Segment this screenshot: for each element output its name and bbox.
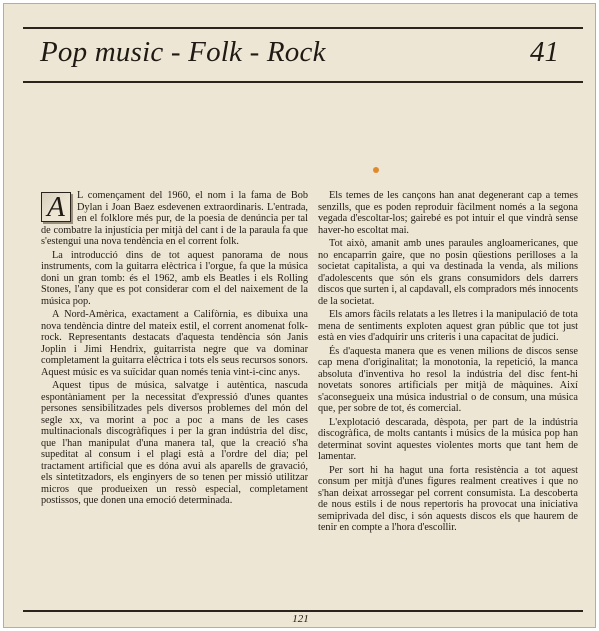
paragraph: Per sort hi ha hagut una forta resistència a tot aquest consum per mitjà d'unes figures realment creatives i que no s'han deixat arrossegar pel corrent consumista. La descoberta de nous estils i de nous repertoris ha provocat una iniciativa semiprivada del disc, i són aquests discos els que haurem de tenir en compte a l'hora d'escollir.: [318, 464, 578, 533]
right-column: [318, 190, 578, 536]
paragraph: A Nord-Amèrica, exactament a Califòrnia, es dibuixa una nova tendència dintre del mateix estil, el corrent anomenat folk-rock. Representants destacats d'aquesta tendència són Janis Joplin i Jimi Hendrix, guitarrista negre que va dominar completament la guitarra elèctrica i tots els seus recursos sonors. Aquest músic es va suïcidar quan només tenia vint-i-cinc anys.: [41, 309, 308, 378]
paragraph: Els temes de les cançons han anat degenerant cap a temes senzills, que es poden reproduir fàcilment només a la segona vegada d'escoltar-los; gairebé es pot intuir el que vindrà sense haver-ho escoltat mai.: [318, 190, 578, 236]
header-top-rule: [23, 27, 583, 29]
paragraph: [41, 190, 308, 248]
paragraph-text: L començament del 1960, el nom i la fama de Bob Dylan i Joan Baez esdevenen extraordinaris. L'entrada, en el folklore més pur, de la poesia de denúncia per tal de combatre la injustícia per mitjà del cant i de la paraula fa que s'estengui una nova tendència en el corrent folk.: [41, 190, 308, 247]
page-title: Pop music - Folk - Rock: [40, 36, 326, 68]
paragraph: Tot això, amanit amb unes paraules angloamericanes, que no encaparrin gaire, que no posin qüestions perilloses a la societat capitalista, a qui va destinada la venda, als milions d'adolescents que són els grans consumidors dels darrers discos que surten i, al capdavall, els compradors més innocents de la societat.: [318, 238, 578, 307]
paragraph: Els amors fàcils relatats a les lletres i la manipulació de tota mena de sentiments exploten aquest gran públic que tot just està en vies d'adquirir uns criteris i una capacitat de judici.: [318, 309, 578, 343]
header-bottom-rule: [23, 81, 583, 83]
left-column: [41, 190, 308, 509]
orange-dot-mark: [373, 167, 379, 173]
paragraph: La introducció dins de tot aquest panorama de nous instruments, com la guitarra elèctrica i l'orgue, fa que la música doni un gran tomb: és el 1962, amb els Beatles i els Rolling Stones, l'any que es pot considerar com el del naixement de la música pop.: [41, 249, 308, 307]
drop-cap: A: [41, 192, 71, 222]
chapter-number: 41: [530, 36, 559, 68]
paragraph: Aquest tipus de música, salvatge i autèntica, nascuda espontàniament per la necessitat d'expressió d'unes quantes persones sensibilitzades pels diversos problemes del món del segle xx, va morint a poc a poc a mans de les cases multinacionals discogràfiques i per la gran indústria del disc, que l'han manipulat d'una manera tal, que la creació s'ha supeditat al consum i el plagi està a l'ordre del dia; pel tractament artificial que es dóna avui als aparells de gravació, els sintetitzadors, els enginyers de so tenen per missió utilitzar micros que produeixen un ressò especial, completament postissos, que donen una emoció determinada.: [41, 380, 308, 506]
footer-rule: [23, 610, 583, 612]
paragraph: L'explotació descarada, dèspota, per part de la indústria discogràfica, de molts cantants i músics de la música pop han determinat sovint aquestes violentes morts que tant hem de lamentar.: [318, 416, 578, 462]
book-page: [3, 3, 596, 628]
page-number: 121: [292, 613, 309, 625]
paragraph: És d'aquesta manera que es venen milions de discos sense cap mena d'originalitat; la monotonia, la repetició, la manca absoluta d'inventiva ho resol la indústria del disc fent-hi novetats sonores artificials per mitjà de màquines. Així s'aconsegueix una música industrial o de consum, una música que, per sobre de tot, és comercial.: [318, 345, 578, 414]
